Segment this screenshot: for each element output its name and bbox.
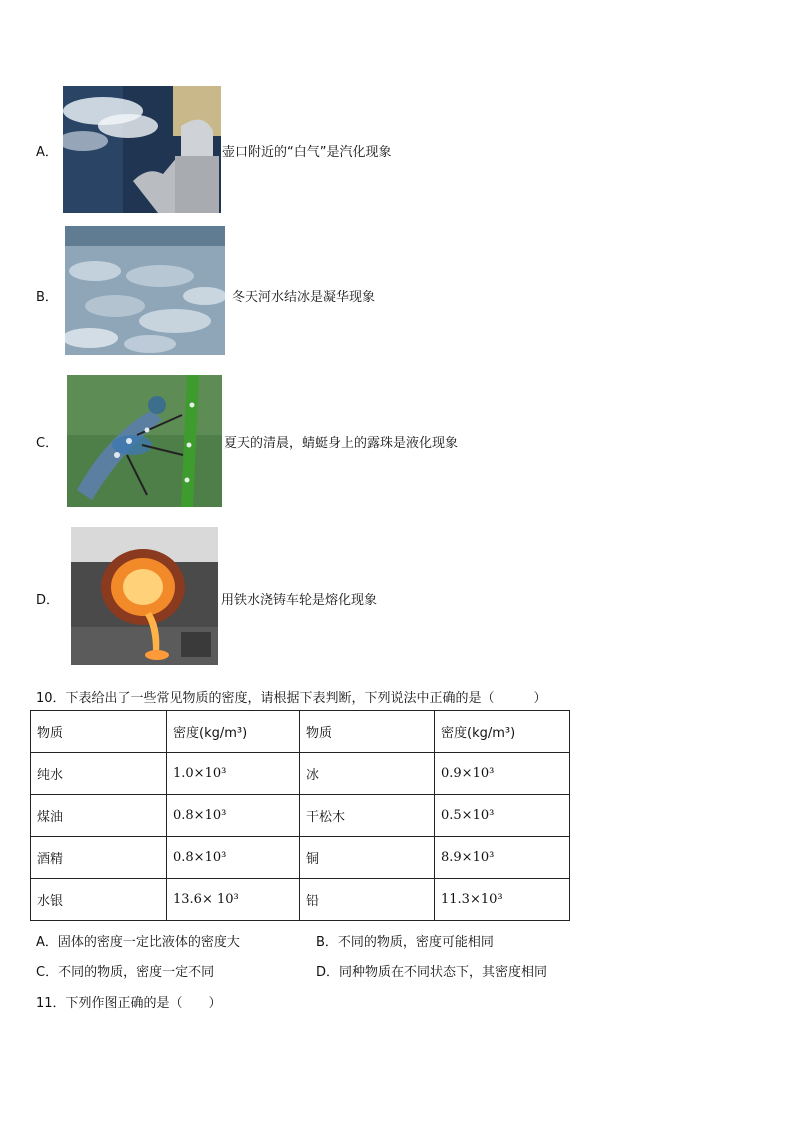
table-row xyxy=(31,879,570,921)
table-cell: 0.8×10³ xyxy=(167,837,300,879)
table-cell: 0.8×10³ xyxy=(167,795,300,837)
kettle-steam-photo xyxy=(63,86,221,213)
option-b-letter: B． xyxy=(36,290,58,305)
table-header-cell: 密度(kg/m³) xyxy=(435,711,570,753)
table-row xyxy=(31,753,570,795)
molten-iron-photo xyxy=(71,527,218,665)
table-cell: 1.0×10³ xyxy=(167,753,300,795)
option-d-letter: D． xyxy=(36,593,60,608)
table-cell: 0.9×10³ xyxy=(435,753,570,795)
answer-c: C．不同的物质，密度一定不同 xyxy=(36,965,215,980)
answer-a: A．固体的密度一定比液体的密度大 xyxy=(36,935,240,950)
table-header-cell: 物质 xyxy=(300,711,435,753)
table-row xyxy=(31,795,570,837)
option-a-letter: A． xyxy=(36,145,58,160)
option-c-letter: C． xyxy=(36,436,59,451)
answer-b: B．不同的物质，密度可能相同 xyxy=(316,935,494,950)
option-a-text: 壶口附近的“白气”是汽化现象 xyxy=(222,145,392,160)
table-cell: 11.3×10³ xyxy=(435,879,570,921)
table-cell: 酒精 xyxy=(31,837,167,879)
table-cell: 干松木 xyxy=(300,795,435,837)
option-b-text: 冬天河水结冰是凝华现象 xyxy=(232,290,376,305)
table-cell: 冰 xyxy=(300,753,435,795)
table-header-row xyxy=(31,711,570,753)
table-cell: 铜 xyxy=(300,837,435,879)
answer-d: D．同种物质在不同状态下，其密度相同 xyxy=(316,965,548,980)
option-d-text: 用铁水浇铸车轮是熔化现象 xyxy=(221,593,378,608)
table-header-cell: 密度(kg/m³) xyxy=(167,711,300,753)
density-table xyxy=(30,710,570,921)
table-cell: 纯水 xyxy=(31,753,167,795)
table-cell: 13.6× 10³ xyxy=(167,879,300,921)
dragonfly-dew-photo xyxy=(67,375,222,507)
table-header-cell: 物质 xyxy=(31,711,167,753)
table-cell: 水银 xyxy=(31,879,167,921)
option-c-text: 夏天的清晨，蜻蜓身上的露珠是液化现象 xyxy=(224,436,459,451)
question-11-stem: 11．下列作图正确的是（ ） xyxy=(36,996,222,1011)
table-cell: 铅 xyxy=(300,879,435,921)
table-cell: 0.5×10³ xyxy=(435,795,570,837)
table-cell: 煤油 xyxy=(31,795,167,837)
table-cell: 8.9×10³ xyxy=(435,837,570,879)
table-row xyxy=(31,837,570,879)
question-10-stem: 10．下表给出了一些常见物质的密度，请根据下表判断，下列说法中正确的是（ ） xyxy=(36,691,547,706)
frozen-river-photo xyxy=(65,226,225,355)
